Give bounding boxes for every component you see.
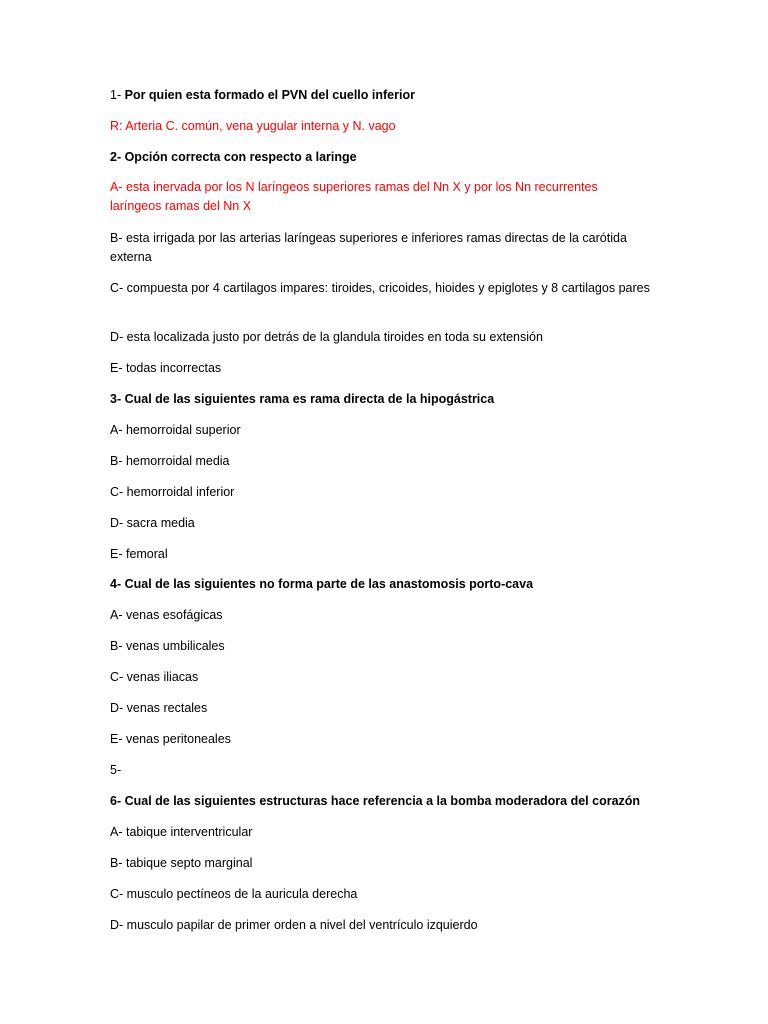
question-2-option-b: B- esta irrigada por las arterias laríngeas superiores e inferiores ramas directas de la carótida externa xyxy=(110,231,627,264)
question-4-option-a: A- venas esofágicas xyxy=(110,608,223,622)
question-3-option-b: B- hemorroidal media xyxy=(110,454,230,468)
question-2-option-d: D- esta localizada justo por detrás de la glandula tiroides en toda su extensión xyxy=(110,330,543,344)
question-1-text: Por quien esta formado el PVN del cuello inferior xyxy=(124,88,415,102)
question-4-option-b: B- venas umbilicales xyxy=(110,639,225,653)
question-2-option-a: A- esta inervada por los N laríngeos superiores ramas del Nn X y por los Nn recurrentes laríngeos ramas del Nn X xyxy=(110,180,598,213)
question-1-number: 1- xyxy=(110,88,122,102)
question-5-text: 5- xyxy=(110,763,122,777)
question-3-text: 3- Cual de las siguientes rama es rama directa de la hipogástrica xyxy=(110,392,495,406)
question-1 xyxy=(110,86,650,105)
question-4-option-c: C- venas iliacas xyxy=(110,670,199,684)
question-3-option-e: E- femoral xyxy=(110,547,168,561)
question-6-option-a: A- tabique interventricular xyxy=(110,825,253,839)
question-4-option-e: E- venas peritoneales xyxy=(110,732,231,746)
question-4-text: 4- Cual de las siguientes no forma parte de las anastomosis porto-cava xyxy=(110,577,534,591)
question-4-option-d: D- venas rectales xyxy=(110,701,208,715)
question-3-option-c: C- hemorroidal inferior xyxy=(110,485,235,499)
question-3-option-d: D- sacra media xyxy=(110,516,195,530)
question-6-option-c: C- musculo pectíneos de la auricula derecha xyxy=(110,887,358,901)
question-1-answer: R: Arteria C. común, vena yugular interna y N. vago xyxy=(110,119,396,133)
question-6-option-d: D- musculo papilar de primer orden a nivel del ventrículo izquierdo xyxy=(110,918,478,932)
question-2-text: 2- Opción correcta con respecto a laringe xyxy=(110,150,357,164)
question-2-option-c: C- compuesta por 4 cartilagos impares: tiroides, cricoides, hioides y epiglotes y 8 cartilagos pares xyxy=(110,281,650,295)
question-6-option-b: B- tabique septo marginal xyxy=(110,856,253,870)
question-3-option-a: A- hemorroidal superior xyxy=(110,423,241,437)
question-2-option-e: E- todas incorrectas xyxy=(110,361,222,375)
question-6-text: 6- Cual de las siguientes estructuras hace referencia a la bomba moderadora del corazón xyxy=(110,794,641,808)
